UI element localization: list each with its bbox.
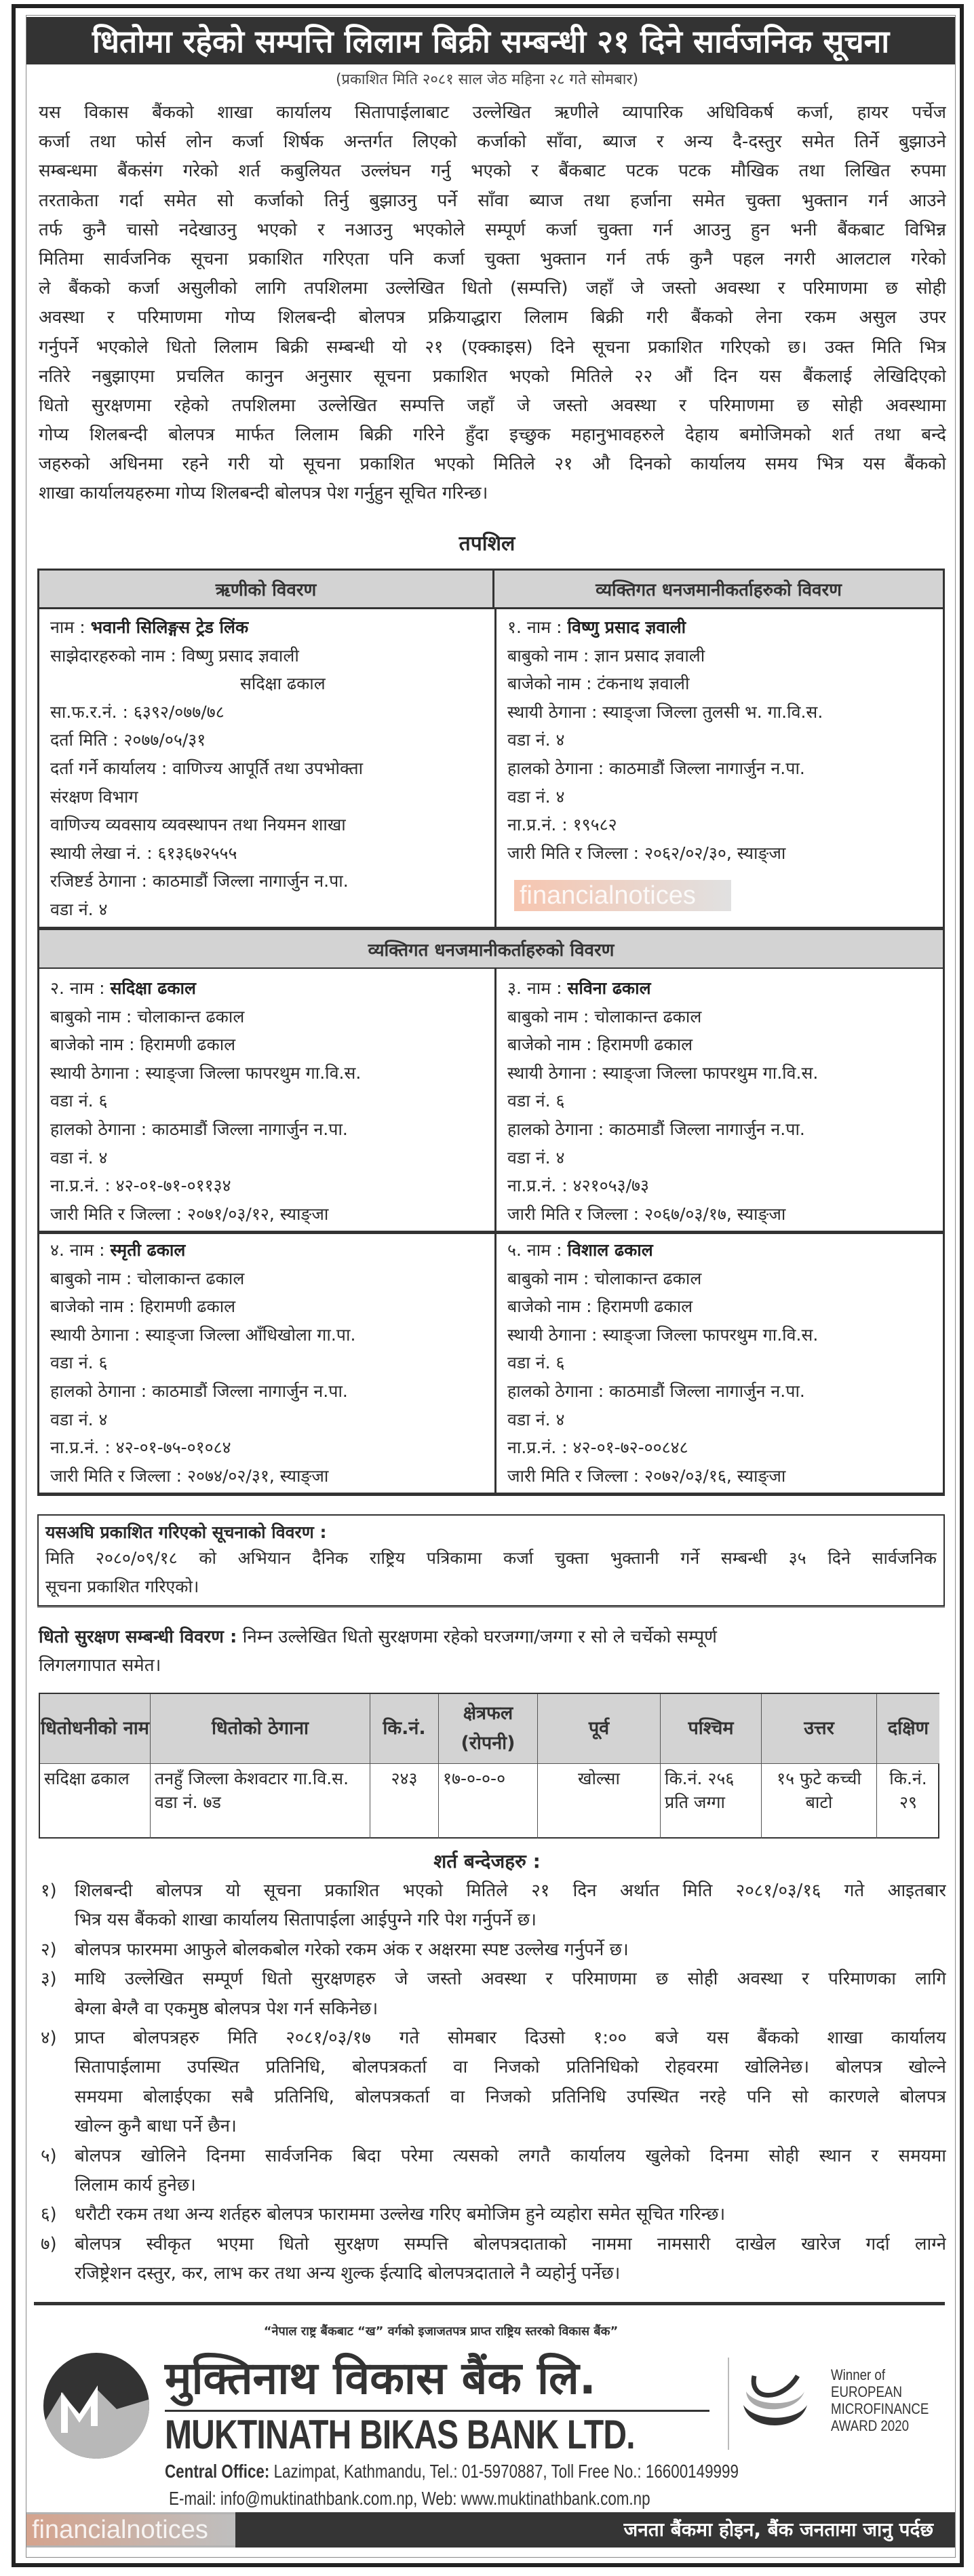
table-cell: २४३ [370,1763,439,1839]
term-line: लिलाम कार्य हुनेछ। [75,2174,196,2195]
guarantor-cell-2 [39,974,494,1228]
table-header: दक्षिण [877,1694,939,1763]
divider [34,2302,945,2305]
name-label: ४. नाम : [50,1240,105,1260]
text-line: गर्नुपर्ने भएकोले धितो लिलाम बिक्री सम्बन्धी यो २१ (एक्काइस) दिने सूचना प्रकाशित गरिएको छ। उक्त मिति भित्र [39,337,946,358]
term-line: सितापाईलामा उपस्थित प्रतिनिधि, बोलपत्रकर्ता वा निजको प्रतिनिधिको रोहवरमा खोलिनेछ। बोलपत्र खोल्ने [75,2057,946,2078]
detail-line: स्थायी ठेगाना : स्याङ्जा जिल्ला फापरथुम गा.वि.स. [50,1062,362,1083]
slogan: जनता बैंकमा होइन, बैंक जनतामा जानु पर्दछ [623,2518,933,2541]
detail-line: ना.प्र.नं. : ४२१०५३/७३ [507,1176,650,1196]
detail-line: ना.प्र.नं. : ४२-०१-७५-०१०८४ [50,1438,231,1458]
detail-line: बाजेको नाम : टंकनाथ ज्ञवाली [507,674,690,694]
table-header: कि.नं. [370,1694,439,1763]
watermark: financialnotices [514,880,731,911]
table-line [39,607,943,609]
table-header: क्षेत्रफल (रोपनी) [439,1694,538,1763]
detail-line: ना.प्र.नं. : १९५८२ [507,815,617,835]
bank-name-nepali: मुक्तिनाथ विकास बैंक लि. [165,2352,596,2404]
table-cell: सदिक्षा ढकाल [40,1763,151,1839]
detail-line: ना.प्र.नं. : ४२-०१-७१-०११३४ [50,1176,231,1196]
detail-line: स्थायी ठेगाना : स्याङ्जा जिल्ला तुलसी भ. गा.वि.स. [507,701,823,722]
title-text: धितोमा रहेको सम्पत्ति लिलाम बिक्री सम्बन्धी २१ दिने सार्वजनिक सूचना [92,23,890,60]
detail-line: संरक्षण विभाग [50,786,138,807]
guarantor-name-line [507,613,932,642]
table-header: धितोको ठेगाना [151,1694,370,1763]
table-cell: १७-०-०-० [439,1763,538,1839]
borrower-details [50,642,484,924]
text-line: कर्जा तथा फोर्स लोन कर्जा शिर्षक अन्तर्गत लिएको कर्जाको साँवा, ब्याज र अन्य दै-दस्तुर समेत तिर्ने बुझाउने [39,132,946,153]
guarantor-cell-1 [496,613,943,867]
detail-line: वडा नं. ४ [507,1147,565,1168]
prior-notice-box [37,1514,945,1607]
detail-line: जारी मिति र जिल्ला : २०७२/०३/१६, स्याङ्जा [507,1465,786,1486]
text-line: नतिरे नबुझाएमा प्रचलित कानुन अनुसार सूचना प्रकाशित भएको मितिले २२ औं दिन यस बैंकलाई लेखिदिएको [39,366,946,387]
vertical-divider [728,2358,729,2450]
bank-name-english: MUKTINATH BIKAS BANK LTD. [165,2412,635,2457]
detail-line: बाबुको नाम : ज्ञान प्रसाद ज्ञवाली [507,645,705,666]
guarantor-name: विशाल ढकाल [567,1240,653,1260]
detail-line: दर्ता मिति : २०७७/०५/३१ [50,730,206,750]
terms-list [41,1877,946,2288]
collateral-lead: धितो सुरक्षण सम्बन्धी विवरण : [39,1627,237,1647]
borrower-header: ऋणीको विवरण [39,571,494,607]
detail-line: वडा नं. ४ [50,1409,108,1429]
guarantor-name-line [507,1236,932,1265]
bank-tagline: “नेपाल राष्ट्र बैंकबाट “ख” वर्गको इजाजतपत्र प्राप्त राष्ट्रिय स्तरको विकास बैंक” [263,2324,619,2339]
detail-line: वाणिज्य व्यवसाय व्यवस्थापन तथा नियमन शाखा [50,815,346,835]
name-label: नाम : [50,617,85,637]
detail-line: वडा नं. ४ [50,1147,108,1168]
guarantor-cell-5 [496,1236,943,1490]
detail-line: जारी मिति र जिल्ला : २०६७/०३/१७, स्याङ्जा [507,1204,786,1224]
detail-line: बाजेको नाम : हिरामणी ढकाल [507,1035,693,1055]
name-label: २. नाम : [50,978,105,998]
detail-line: हालको ठेगाना : काठमाडौं जिल्ला नागार्जुन न.पा. [50,1119,348,1139]
collateral-table [39,1693,939,1839]
term-item [41,1877,946,1936]
detail-line: बाबुको नाम : चोलाकान्त ढकाल [507,1268,702,1288]
term-number: ४) [41,2027,57,2048]
central-office-value: Lazimpat, Kathmandu, Tel.: 01-5970887, Toll Free No.: 16600149999 [269,2461,739,2482]
guarantor-name-line [50,974,484,1003]
detail-line: स्थायी ठेगाना : स्याङ्जा जिल्ला फापरथुम गा.वि.स. [507,1324,819,1345]
guarantor-name: स्मृती ढकाल [110,1240,186,1260]
name-label: १. नाम : [507,617,562,637]
award-line: AWARD 2020 [831,2417,910,2434]
text-line: मिति २०८०/०९/१८ को अभियान दैनिक राष्ट्रिय पत्रिकामा कर्जा चुक्ता भुक्तानी गर्ने सम्बन्धी ३५ दिने सार्वजनिक [45,1548,937,1568]
award-text [831,2366,929,2434]
text-line: मितिमा सार्वजनिक सूचना प्रकाशित गरिएता पनि कर्जा चुक्ता भुक्तान गर्न तर्फ कुनै पहल नगरी आलटाल गरेको [39,248,946,269]
term-number: २) [41,1939,57,1960]
table-cell: तनहुँ जिल्ला केशवटार गा.वि.स. वडा नं. ७ड [151,1763,370,1839]
text-line: ले बैंकको कर्जा असुलीको लागि तपशिलमा उल्लेखित धितो (सम्पत्ति) जहाँ जे जस्तो अवस्था र परिमाणमा छ सोही [39,278,946,299]
term-line: भित्र यस बैंकको शाखा कार्यालय सितापाईला आईपुग्ने गरि पेश गर्नुपर्ने छ। [75,1910,537,1931]
award-line: EUROPEAN [831,2383,902,2400]
detail-line: वडा नं. ६ [507,1353,565,1373]
term-item [41,1936,946,1965]
detail-line: स्थायी लेखा नं. : ६१३६७२५५५ [50,843,237,863]
borrower-name: भवानी सिलिङ्गस ट्रेड लिंक [90,617,249,637]
detail-line: साझेदारहरुको नाम : विष्णु प्रसाद ज्ञवाली [50,645,299,666]
detail-line: रजिष्टर्ड ठेगाना : काठमाडौं जिल्ला नागार्जुन न.पा. [50,871,349,891]
table-header: उत्तर [762,1694,877,1763]
detail-line: स्थायी ठेगाना : स्याङ्जा जिल्ला आँधिखोला गा.पा. [50,1324,356,1345]
table-cell: १५ फुटे कच्ची बाटो [762,1763,877,1839]
term-item [41,2024,946,2142]
term-line: बोलपत्र फारममा आफुले बोलकबोल गरेको रकम अंक र अक्षरमा स्पष्ट उल्लेख गर्नुपर्ने छ। [75,1939,629,1960]
detail-line: वडा नं. ४ [507,730,565,750]
term-line: धरौटी रकम तथा अन्य शर्तहरु बोलपत्र फाराममा उल्लेख गरिए बमोजिम हुने व्यहोरा समेत सूचित गरिन्छ। [75,2204,726,2225]
text-line: सम्बन्धमा बैंकसंग गरेको शर्त कबुलियत उल्लंघन गर्नु भएको र बैंकबाट पटक पटक मौखिक तथा लिखित रुपमा [39,161,946,182]
guarantor-header: व्यक्तिगत धनजमानीकर्ताहरुको विवरण [494,571,943,607]
detail-line: हालको ठेगाना : काठमाडौं जिल्ला नागार्जुन न.पा. [507,1119,805,1139]
detail-line: जारी मिति र जिल्ला : २०७१/०३/१२, स्याङ्जा [50,1204,329,1224]
detail-line: वडा नं. ४ [507,786,565,807]
email-web[interactable]: E-mail: info@muktinathbank.com.np, Web: www.muktinathbank.com.np [169,2488,650,2509]
central-office-label: Central Office: [165,2461,270,2482]
detail-line: बाबुको नाम : चोलाकान्त ढकाल [50,1268,245,1288]
detail-line: हालको ठेगाना : काठमाडौं जिल्ला नागार्जुन न.पा. [507,758,805,778]
collateral-intro [39,1623,946,1680]
term-item [41,2230,946,2289]
detail-line: बाबुको नाम : चोलाकान्त ढकाल [507,1006,702,1026]
term-line: बोलपत्र खोलिने दिनमा सार्वजनिक बिदा परेमा त्यसको लगतै कार्यालय खुलेको दिनमा सोही स्थान र समयमा [75,2145,946,2166]
text-line: जहरुको अधिनमा रहने गरी यो सूचना प्रकाशित भएको मितिले २१ औ दिनको कार्यालय समय भित्र यस बैंकको [39,454,946,475]
guarantor-name: सविना ढकाल [567,978,651,998]
award-arcs-icon [742,2375,810,2429]
guarantor-cell-3 [496,974,943,1228]
collateral-line [39,1623,946,1651]
text-line: अवस्था र परिमाणमा गोप्य शिलबन्दी बोलपत्र प्रक्रियाद्धारा लिलाम बिक्री गरी बैंकको लेना रकम असुल उपर [39,307,946,328]
table-header: धितोधनीको नाम [40,1694,151,1763]
prior-notice-text [45,1544,937,1601]
text-line: तर्फ कुनै चासो नदेखाउनु भएको र नआउनु भएकोले सम्पूर्ण कर्जा चुक्ता गर्न आउनु हुन भनी बैंकबाट विभिन्न [39,219,946,240]
detail-line: वडा नं. ६ [50,1091,108,1111]
term-number: ६) [41,2204,57,2225]
table-line [39,1231,943,1234]
term-number: १) [41,1881,57,1901]
detail-line: हालको ठेगाना : काठमाडौं जिल्ला नागार्जुन न.पा. [507,1381,805,1401]
table-header: पश्चिम [661,1694,762,1763]
text-line: तरताकेता गर्दा समेत सो कर्जाको तिर्नु बुझाउनु पर्ने साँवा ब्याज तथा हर्जाना समेत चुक्ता भुक्तान गर्न आउने [39,190,946,211]
prior-notice-title: यसअघि प्रकाशित गरिएको सूचनाको विवरण : [45,1522,327,1542]
detail-line: वडा नं. ६ [50,1353,108,1373]
detail-line: जारी मिति र जिल्ला : २०७४/०२/३१, स्याङ्जा [50,1465,329,1486]
term-item [41,2142,946,2201]
detail-line: बाजेको नाम : हिरामणी ढकाल [507,1296,693,1317]
guarantor-name-line [50,1236,484,1265]
collateral-text-2: लिगलगापात समेत। [39,1655,161,1676]
guarantor-name: विष्णु प्रसाद ज्ञवाली [567,617,686,637]
detail-line: हालको ठेगाना : काठमाडौं जिल्ला नागार्जुन न.पा. [50,1381,348,1401]
guarantor-name-line [507,974,932,1003]
text-line: सूचना प्रकाशित गरिएको। [45,1577,199,1596]
table-line [39,967,943,969]
text-line: गोप्य शिलबन्दी बोलपत्र मार्फत लिलाम बिक्री गरिने हुँदा इच्छुक महानुभावहरुले देहाय बमोजिमको शर्त तथा बन्दे [39,425,946,446]
table-header: पूर्व [538,1694,661,1763]
detail-line: स्थायी ठेगाना : स्याङ्जा जिल्ला फापरथुम गा.वि.स. [507,1062,819,1083]
term-line: समयमा बोलाईएका सबै प्रतिनिधि, बोलपत्रकर्ता वा निजको प्रतिनिधि उपस्थित नरहे पनि सो कारणले बोलपत्र [75,2086,946,2107]
term-number: ३) [41,1969,57,1990]
guarantor-cell-4 [39,1236,494,1490]
term-item [41,2200,946,2229]
guarantor-name: सदिक्षा ढकाल [110,978,196,998]
text-line: शाखा कार्यालयहरुमा गोप्य शिलबन्दी बोलपत्र पेश गर्नुहुन सूचित गरिन्छ। [39,483,488,504]
detail-line: ना.प्र.नं. : ४२-०१-७२-००८४८ [507,1438,688,1458]
notice-title [26,17,955,64]
text-line: यस विकास बैंकको शाखा कार्यालय सितापाईलाबाट उल्लेखित ऋणीले व्यापारिक अधिविकर्ष कर्जा, हायर पर्चेज [39,102,946,123]
collateral-text: निम्न उल्लेखित धितो सुरक्षणमा रहेको घरजग्गा/जग्गा र सो ले चर्चेको सम्पूर्ण [237,1627,717,1647]
borrower-cell [39,613,494,924]
intro-paragraph [39,98,946,509]
term-line: रजिष्ट्रेशन दस्तुर, कर, लाभ कर तथा अन्य शुल्क ईत्यादि बोलपत्रदाताले नै व्यहोर्नु पर्नेछ। [75,2263,621,2284]
watermark: financialnotices [26,2514,235,2545]
detail-line: सदिक्षा ढकाल [240,674,326,694]
award-line: MICROFINANCE [831,2400,929,2417]
detail-line: जारी मिति र जिल्ला : २०६२/०२/३०, स्याङ्जा [507,843,786,863]
detail-line: वडा नं. ४ [507,1409,565,1429]
table-cell: कि.नं. २९ [877,1763,939,1839]
name-label: ३. नाम : [507,978,562,998]
mountain-m-logo-icon [42,2351,151,2460]
term-line: खोल्न कुनै बाधा पर्ने छैन। [75,2116,237,2137]
term-line: बेग्ला बेग्लै वा एकमुष्ठ बोलपत्र पेश गर्न सकिनेछ। [75,1998,378,2019]
schedule-heading: तपशिल [459,532,515,556]
published-date: (प्रकाशित मिति २०८१ साल जेठ महिना २८ गते सोमबार) [335,71,639,88]
details-table [37,569,945,1496]
terms-heading: शर्त बन्देजहरु : [433,1850,541,1872]
name-label: ५. नाम : [507,1240,562,1260]
detail-line: बाजेको नाम : हिरामणी ढकाल [50,1035,236,1055]
detail-line: वडा नं. ४ [50,899,108,919]
term-item [41,1965,946,2024]
central-office [165,2461,739,2482]
guarantor-header-2: व्यक्तिगत धनजमानीकर्ताहरुको विवरण [39,930,943,967]
table-cell: खोल्सा [538,1763,661,1839]
term-number: ७) [41,2233,57,2254]
borrower-name-line [50,613,484,642]
term-line: प्राप्त बोलपत्रहरु मिति २०८१/०३/१७ गते सोमबार दिउसो १:०० बजे यस बैंकको शाखा कार्यालय [75,2027,946,2048]
text-line: धितो सुरक्षणमा रहेको तपशिलमा उल्लेखित सम्पत्ति जहाँ जे जस्तो अवस्था र परिमाणमा छ सोही अवस्थामा [39,395,946,416]
table-cell: कि.नं. २५६ प्रति जग्गा [661,1763,762,1839]
term-line: शिलबन्दी बोलपत्र यो सूचना प्रकाशित भएको मितिले २१ दिन अर्थात मिति २०८१/०३/१६ गते आइतबार [75,1881,946,1901]
detail-line: बाबुको नाम : चोलाकान्त ढकाल [50,1006,245,1026]
term-line: बोलपत्र स्वीकृत भएमा धितो सुरक्षण सम्पत्ति बोलपत्रदाताको नाममा नामसारी दाखेल खारेज गर्दा लाग्ने [75,2233,946,2254]
term-number: ५) [41,2145,57,2166]
detail-line: वडा नं. ६ [507,1091,565,1111]
detail-line: दर्ता गर्ने कार्यालय : वाणिज्य आपूर्ति तथा उपभोक्ता [50,758,364,778]
term-line: माथि उल्लेखित सम्पूर्ण धितो सुरक्षणहरु जे जस्तो अवस्था र परिमाणमा छ सोही अवस्था र परिमाणका लागि [75,1969,946,1990]
award-line: Winner of [831,2366,886,2383]
detail-line: सा.फ.र.नं. : ६३९२/०७७/७८ [50,701,225,722]
detail-line: बाजेको नाम : हिरामणी ढकाल [50,1296,236,1317]
